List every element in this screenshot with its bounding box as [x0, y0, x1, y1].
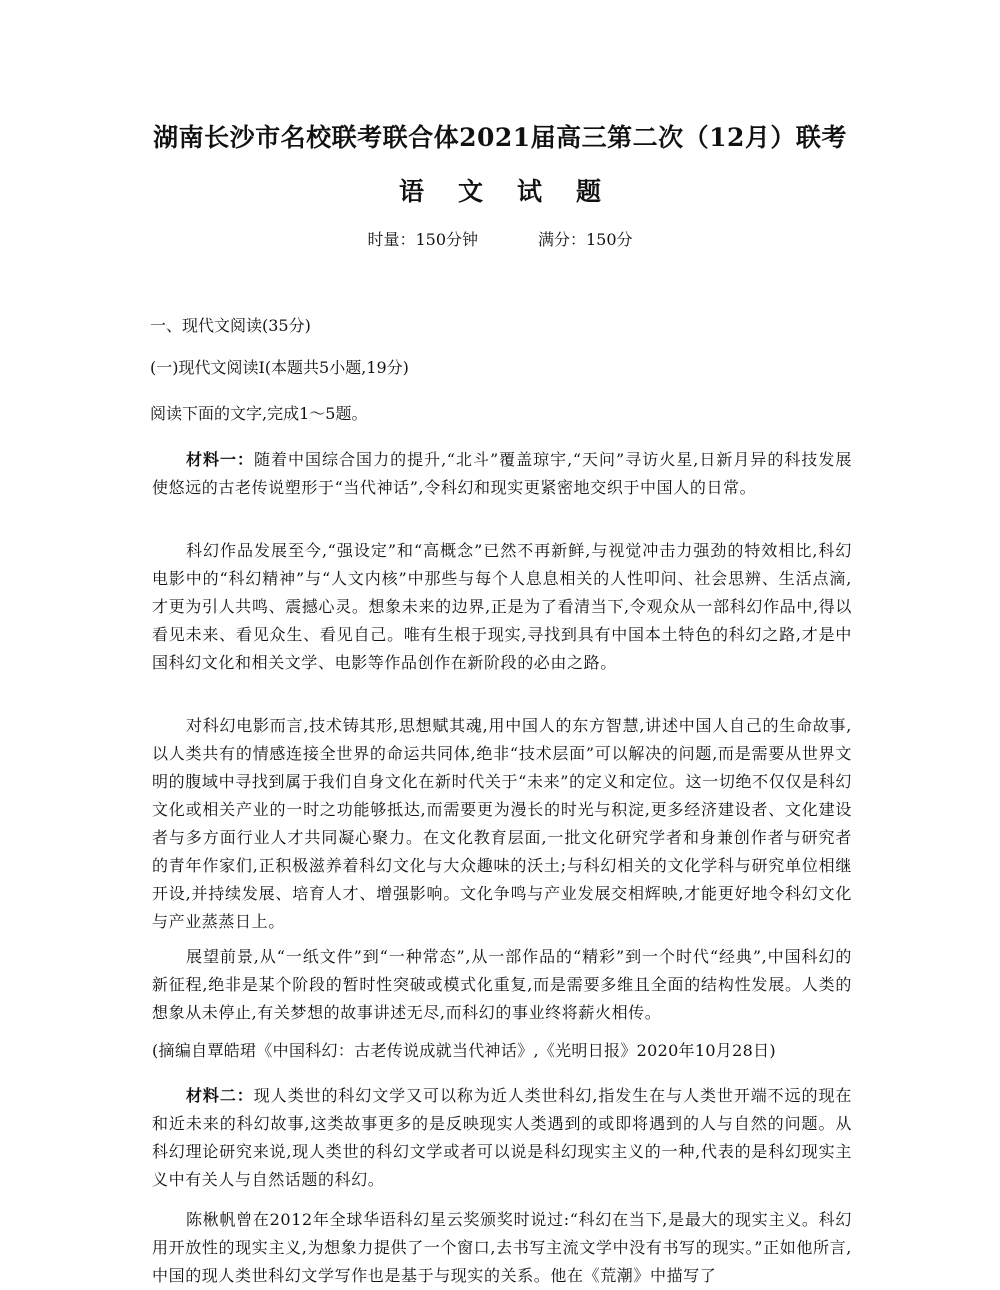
- material1-label: 材料一：: [186, 450, 255, 469]
- subsection-heading: (一)现代文阅读Ⅰ(本题共5小题,19分): [150, 358, 409, 377]
- full-score: 满分：150分: [538, 230, 633, 249]
- material1-paragraph-1: 材料一：随着中国综合国力的提升,“北斗”覆盖琼宇,“天问”寻访火星,日新月异的科技发展使悠远的古老传说塑形于“当代神话”,令科幻和现实更紧密地交织于中国人的日常。: [152, 450, 852, 497]
- material2-paragraph-2: 陈楸帆曾在2012年全球华语科幻星云奖颁奖时说过:“科幻在当下,是最大的现实主义。科幻用开放性的现实主义,为想象力提供了一个窗口,去书写主流文学中没有书写的现实。”正如他所言,中国的现人类世科幻文学写作也是基于与现实的关系。他在《荒潮》中描写了: [152, 1210, 852, 1285]
- material1-paragraph-3: 对科幻电影而言,技术铸其形,思想赋其魂,用中国人的东方智慧,讲述中国人自己的生命故事,以人类共有的情感连接全世界的命运共同体,绝非“技术层面”可以解决的问题,而是需要从世界文明的腹域中寻找到属于我们自身文化在新时代关于“未来”的定义和定位。这一切绝不仅仅是科幻文化或相关产业的一时之功能够抵达,而需要更为漫长的时光与积淀,更多经济建设者、文化建设者与多方面行业人才共同凝心聚力。在文化教育层面,一批文化研究学者和身兼创作者与研究者的青年作家们,正积极滋养着科幻文化与大众趣味的沃土;与科幻相关的文化学科与研究单位相继开设,并持续发展、培育人才、增强影响。文化争鸣与产业发展交相辉映,才能更好地令科幻文化与产业蒸蒸日上。: [152, 716, 852, 931]
- section-heading: 一、现代文阅读(35分): [150, 316, 311, 335]
- material1-paragraph-4: 展望前景,从“一纸文件”到“一种常态”,从一部作品的“精彩”到一个时代“经典”,中国科幻的新征程,绝非是某个阶段的暂时性突破或模式化重复,而是需要多维且全面的结构性发展。人类的想象从未停止,有关梦想的故事讲述无尽,而科幻的事业终将薪火相传。: [152, 947, 852, 1022]
- subject-title: 语文试题: [398, 177, 635, 206]
- time-limit: 时量：150分钟: [367, 230, 478, 249]
- material2-label: 材料二：: [186, 1086, 254, 1105]
- material1-source: (摘编自覃皓珺《中国科幻：古老传说成就当代神话》,《光明日报》2020年10月28日): [152, 1041, 776, 1060]
- exam-title: 湖南长沙市名校联考联合体2021届高三第二次（12月）联考: [153, 123, 847, 152]
- material1-paragraph-2: 科幻作品发展至今,“强设定”和“高概念”已然不再新鲜,与视觉冲击力强劲的特效相比,科幻电影中的“科幻精神”与“人文内核”中那些与每个人息息相关的人性叩问、社会思辨、生活点滴,才更为引人共鸣、震撼心灵。想象未来的边界,正是为了看清当下,令观众从一部科幻作品中,得以看见未来、看见众生、看见自己。唯有生根于现实,寻找到具有中国本土特色的科幻之路,才是中国科幻文化和相关文学、电影等作品创作在新阶段的必由之路。: [152, 541, 852, 672]
- exam-meta: [0, 227, 1000, 250]
- material2-paragraph-1: 材料二：现人类世的科幻文学又可以称为近人类世科幻,指发生在与人类世开端不远的现在和近未来的科幻故事,这类故事更多的是反映现实人类遇到的或即将遇到的人与自然的问题。从科幻理论研究来说,现人类世的科幻文学或者可以说是科幻现实主义的一种,代表的是科幻现实主义中有关人与自然话题的科幻。: [152, 1086, 853, 1189]
- reading-instruction: 阅读下面的文字,完成1～5题。: [150, 404, 368, 423]
